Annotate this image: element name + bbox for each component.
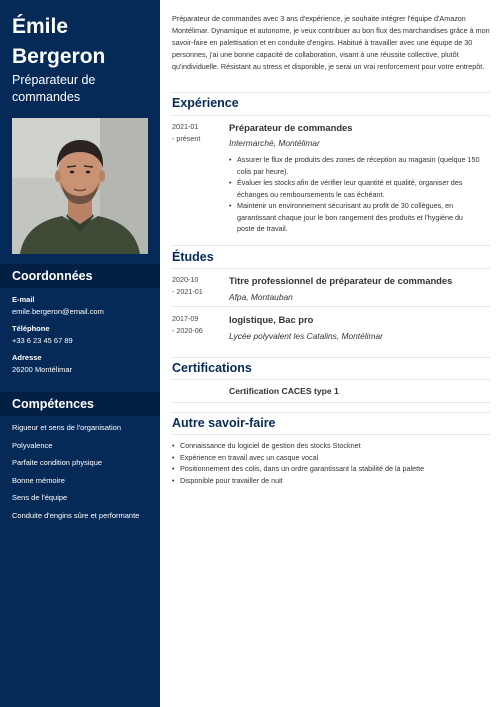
contact-heading: Coordonnées bbox=[0, 264, 160, 288]
experience-heading: Expérience bbox=[172, 96, 239, 110]
main-content bbox=[160, 0, 500, 707]
section-divider bbox=[172, 412, 490, 413]
experience-bullets bbox=[229, 154, 481, 235]
education-title: Titre professionnel de préparateur de commandes bbox=[229, 275, 453, 286]
profile-summary: Préparateur de commandes avec 3 ans d'expérience, je souhaite intégrer l'équipe d'Amazon Montélimar. Dynamique et autonome, je veux contribuer au bon flux des marchandises grâce à mon savoir-faire en palettisation et en conduite d'engins. Habitué à travailler avec une équipe de 30 personnes, j'ai une bonne capacité de collaboration, visant à une réussite collective, plutôt qu'individuelle. Résistant au stress et disponible, je serai un vrai renforcement pour votre entrepôt. bbox=[172, 14, 490, 71]
section-divider bbox=[172, 245, 490, 246]
certification-item: Certification CACES type 1 bbox=[229, 386, 339, 396]
section-divider bbox=[172, 357, 490, 358]
education-date: 2017-09 - 2020-06 bbox=[172, 314, 203, 335]
email-label: E-mail bbox=[12, 295, 35, 304]
section-divider bbox=[172, 434, 490, 435]
experience-date: 2021-01 - présent bbox=[172, 122, 201, 143]
experience-company: Intermarché, Montélimar bbox=[229, 138, 320, 148]
skill-item: Parfaite condition physique bbox=[12, 458, 103, 467]
address-value: 26200 Montélimar bbox=[12, 365, 73, 374]
list-item: • Connaissance du logiciel de gestion des stocks Stocknet bbox=[172, 440, 490, 452]
section-divider bbox=[172, 268, 490, 269]
education-title: logistique, Bac pro bbox=[229, 314, 314, 325]
section-divider bbox=[172, 306, 490, 307]
section-divider bbox=[172, 379, 490, 380]
other-skills-heading: Autre savoir-faire bbox=[172, 416, 276, 430]
section-divider bbox=[172, 402, 490, 403]
education-date: 2020-10 - 2021-01 bbox=[172, 275, 203, 296]
list-item: • Évaluer les stocks afin de vérifier leur quantité et qualité, organiser des échanges ou remboursements le cas échéant. bbox=[229, 177, 481, 200]
sidebar bbox=[0, 0, 160, 707]
list-item: • Maintenir un environnement sécurisant au profit de 30 collègues, en garantissant chaque jour le bon rangement des produits et l'hygiène du poste de travail. bbox=[229, 200, 481, 235]
section-divider bbox=[172, 92, 490, 93]
experience-title: Préparateur de commandes bbox=[229, 122, 353, 133]
job-title: Préparateur de commandes bbox=[12, 73, 96, 104]
section-divider bbox=[172, 115, 490, 116]
first-name: Émile bbox=[12, 15, 69, 38]
candidate-name bbox=[12, 12, 152, 72]
phone-value[interactable]: +33 6 23 45 67 89 bbox=[12, 336, 73, 345]
skill-item: Bonne mémoire bbox=[12, 476, 65, 485]
list-item: • Disponible pour travailler de nuit bbox=[172, 475, 490, 487]
profile-photo bbox=[12, 118, 148, 254]
phone-label: Téléphone bbox=[12, 324, 50, 333]
skill-item: Rigueur et sens de l'organisation bbox=[12, 423, 121, 432]
skill-item: Conduite d'engins sûre et performante bbox=[12, 511, 140, 520]
education-school: Afpa, Montauban bbox=[229, 292, 293, 302]
certifications-heading: Certifications bbox=[172, 361, 252, 375]
email-value[interactable]: emile.bergeron@email.com bbox=[12, 307, 104, 316]
address-label: Adresse bbox=[12, 353, 42, 362]
last-name: Bergeron bbox=[12, 45, 106, 68]
list-item: • Assurer le flux de produits des zones de réception au magasin (quelque 150 colis par heure). bbox=[229, 154, 481, 177]
education-heading: Études bbox=[172, 250, 214, 264]
list-item: • Positionnement des colis, dans un ordre garantissant la stabilité de la palette bbox=[172, 463, 490, 475]
skill-item: Sens de l'équipe bbox=[12, 493, 68, 502]
education-school: Lycée polyvalent les Catalins, Montélimar bbox=[229, 331, 383, 341]
skills-heading: Compétences bbox=[0, 392, 160, 416]
other-skills-list bbox=[172, 440, 490, 486]
list-item: • Expérience en travail avec un casque vocal bbox=[172, 452, 490, 464]
skill-item: Polyvalence bbox=[12, 441, 53, 450]
